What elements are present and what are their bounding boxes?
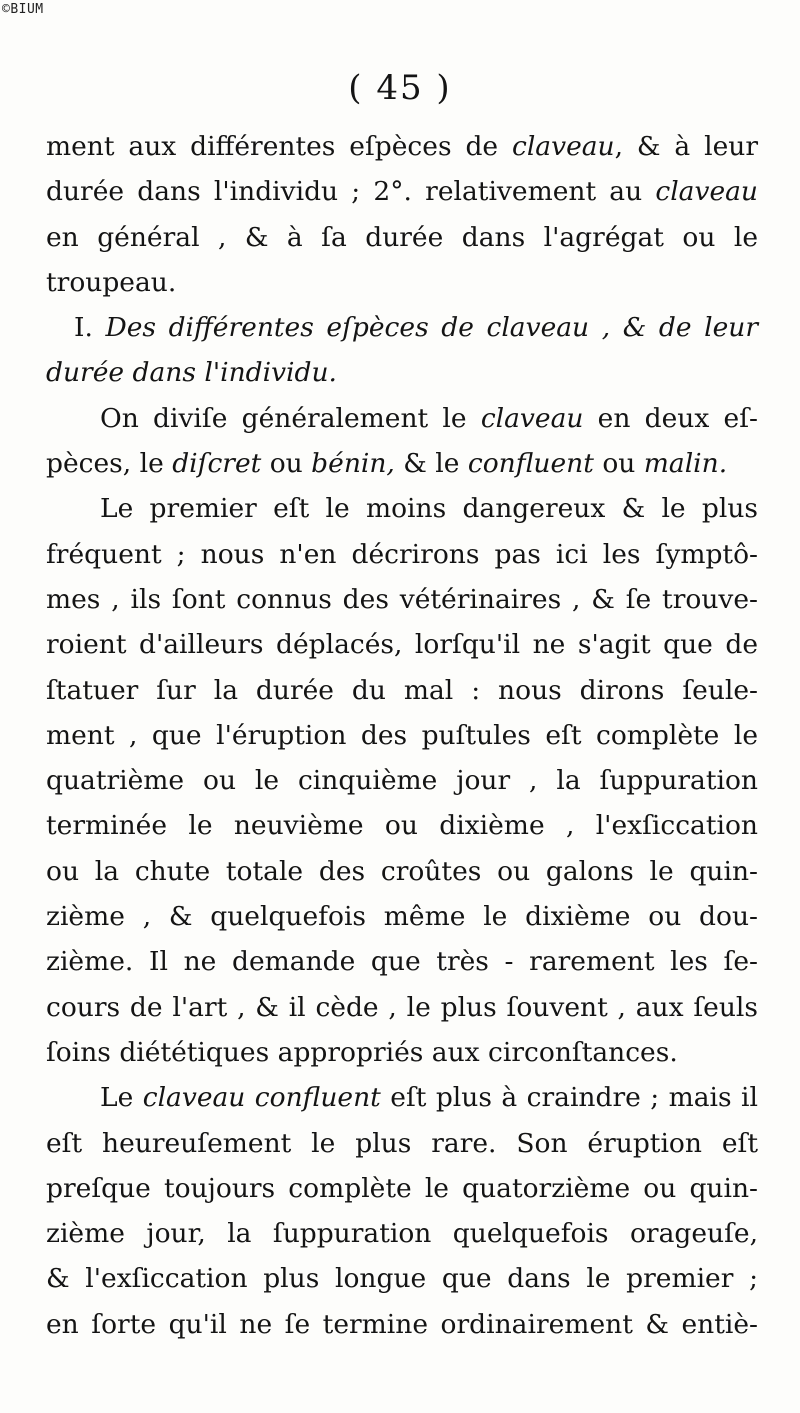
italic-span: bénin, — [311, 448, 395, 480]
text-span: ou — [261, 448, 312, 480]
text-span: zième. Il ne demande que très - rarement les ſe- — [46, 946, 758, 978]
text-span: durée dans l'individu ; 2°. relativement au — [46, 176, 656, 208]
text-line — [46, 350, 758, 395]
text-line — [46, 894, 758, 939]
text-line — [46, 124, 758, 169]
text-line — [46, 622, 758, 667]
text-span: en général , & à ſa durée dans l'agrégat ou le — [46, 221, 758, 253]
text-span: ment aux différentes eſpèces de — [46, 131, 512, 162]
text-line — [46, 1121, 758, 1166]
text-span: , & à leur — [614, 131, 758, 162]
text-line — [46, 396, 758, 441]
text-span: eſt heureuſement le plus rare. Son éruption eſt — [46, 1127, 758, 1159]
text-span: preſque toujours complète le quatorzième ou quin- — [46, 1172, 758, 1204]
page-number: ( 45 ) — [348, 68, 452, 108]
text-span: Le — [100, 1082, 143, 1114]
italic-span: Des différentes eſpèces de claveau , & de leur — [105, 312, 758, 344]
text-line — [46, 1256, 758, 1301]
text-span: quatrième ou le cinquième jour , la ſuppuration — [46, 765, 758, 797]
text-line — [46, 758, 758, 803]
italic-span: claveau — [511, 131, 615, 162]
text-line — [46, 305, 758, 350]
text-span: eſt plus à craindre ; mais il — [380, 1082, 758, 1114]
text-line — [46, 260, 758, 305]
text-span: I. — [74, 312, 106, 344]
text-span: terminée le neuvième ou dixième , l'exſiccation — [46, 810, 758, 842]
text-line — [46, 1075, 758, 1120]
text-span: fréquent ; nous n'en décrirons pas ici les ſymptô- — [46, 538, 758, 570]
text-span: en ſorte qu'il ne ſe termine ordinairement & entiè- — [46, 1308, 758, 1340]
text-span: & l'exſiccation plus longue que dans le premier ; — [46, 1263, 758, 1295]
text-span: ment , que l'éruption des puſtules eſt complète le — [46, 719, 758, 751]
text-line — [46, 668, 758, 713]
text-line — [46, 1166, 758, 1211]
text-line — [46, 1302, 758, 1347]
text-span: ou — [593, 448, 644, 480]
text-span: zième , & quelquefois même le dixième ou dou- — [46, 901, 758, 933]
italic-span: malin. — [643, 448, 728, 480]
italic-span: diſcret — [172, 448, 262, 480]
text-line — [46, 803, 758, 848]
text-span: en deux eſ- — [583, 402, 759, 434]
text-span: & le — [394, 448, 468, 480]
text-span: ou la chute totale des croûtes ou galons le quin- — [46, 855, 758, 887]
text-span: On diviſe généralement le — [100, 402, 481, 434]
text-span: roient d'ailleurs déplacés, lorſqu'il ne s'agit que de — [46, 629, 758, 661]
text-line — [46, 849, 758, 894]
text-line — [46, 985, 758, 1030]
text-line — [46, 441, 758, 486]
text-span: ſoins diététiques appropriés aux circonſtances. — [46, 1036, 678, 1068]
text-span: troupeau. — [46, 266, 177, 298]
text-span: cours de l'art , & il cède , le plus ſouvent , aux ſeuls — [46, 991, 758, 1023]
text-line — [46, 215, 758, 260]
text-line — [46, 1030, 758, 1075]
italic-span: claveau — [655, 176, 758, 208]
body-text — [46, 124, 758, 1347]
watermark: ©BIUM — [2, 2, 44, 17]
italic-span: durée dans l'individu. — [46, 357, 337, 389]
text-line — [46, 532, 758, 577]
text-line — [46, 939, 758, 984]
text-span: Le premier eſt le moins dangereux & le plus — [100, 493, 758, 525]
text-span: zième jour, la ſuppuration quelquefois orageuſe, — [46, 1218, 758, 1250]
italic-span: claveau confluent — [142, 1082, 381, 1114]
text-line — [46, 713, 758, 758]
text-line — [46, 1211, 758, 1256]
text-span: mes , ils ſont connus des vétérinaires , & ſe trouve- — [46, 583, 758, 615]
text-span: pèces, le — [46, 448, 173, 480]
italic-span: claveau — [480, 402, 584, 434]
text-line — [46, 486, 758, 531]
text-line — [46, 169, 758, 214]
italic-span: confluent — [467, 448, 594, 480]
text-span: ſtatuer ſur la durée du mal : nous dirons ſeule- — [46, 674, 758, 706]
text-line — [46, 577, 758, 622]
